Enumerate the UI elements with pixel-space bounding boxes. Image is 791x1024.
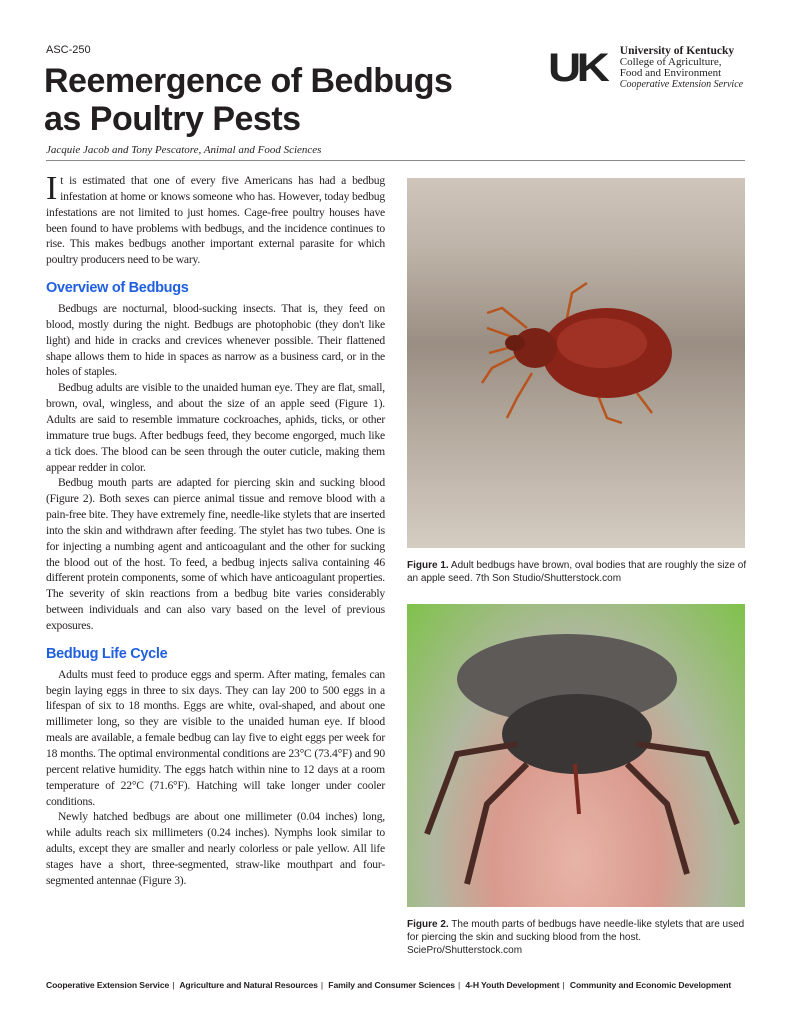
uk-logo-mark: UK xyxy=(548,46,606,90)
title-line-1: Reemergence of Bedbugs xyxy=(44,62,453,100)
document-code: ASC-250 xyxy=(46,44,91,56)
figure-2-bedbug-mouthparts-photo xyxy=(407,604,745,907)
figure-label: Figure 1. xyxy=(407,560,449,571)
footer-item: Agriculture and Natural Resources xyxy=(179,980,318,990)
intro-paragraph xyxy=(46,170,385,268)
paragraph: Bedbug mouth parts are adapted for piercing skin and sucking blood (Figure 2). Both sexes can pierce animal tissue and remove blood with a pain-free bite. They have extremely fine, needle-like stylets that are inserted into the skin and withdrawn after feeding. The stylet has two tubes. One is for injecting a numbing agent and anticoagulant and the other for sucking the blood out of the host. To feed, a bedbug injects saliva containing 46 different protein components, some of which have anticoagulant properties. The severity of skin reactions from a bedbug bite varies considerably between individuals and can also vary based on the level of previous exposures. xyxy=(46,476,385,632)
footer-item: Community and Economic Development xyxy=(569,980,732,990)
drop-cap: I xyxy=(46,170,58,207)
logo-text xyxy=(620,46,743,90)
logo-university: University of Kentucky xyxy=(619,45,735,57)
logo-extension: Cooperative Extension Service xyxy=(619,79,744,90)
footer-item: Cooperative Extension Service xyxy=(46,980,170,990)
bedbug-closeup-illustration xyxy=(407,604,745,907)
paragraph: Bedbug adults are visible to the unaided human eye. They are flat, small, brown, oval, wingless, and about the size of an apple seed (Figure 1). Adults are said to resemble immature cockroaches, aphids, ticks, or other immature true bugs. After bedbugs feed, they become engorged, much like a tick does. The blood can be seen through the outer cuticle, making them appear redder in color. xyxy=(46,381,385,474)
figure-2-caption xyxy=(407,918,747,957)
footer-programs: Cooperative Extension Service | Agriculture and Natural Resources | Family and Consumer Sciences | 4-H Youth Development | Community and Economic Development xyxy=(46,980,732,990)
bedbug-illustration xyxy=(407,178,745,548)
figure-1-caption xyxy=(407,559,747,585)
section-heading: Bedbug Life Cycle xyxy=(46,645,168,662)
uk-logo xyxy=(548,46,743,90)
paragraph: Bedbugs are nocturnal, blood-sucking insects. That is, they feed on blood, mostly during the night. Bedbugs are photophobic (they don't like light) and hide in cracks and crevices whenever possible. Their flattened shape allows them to hide in spaces as narrow as a business card, or in the holes of staples. xyxy=(46,302,385,379)
header-divider xyxy=(46,160,745,161)
authors: Jacquie Jacob and Tony Pescatore, Animal and Food Sciences xyxy=(46,144,322,156)
caption-text: Adult bedbugs have brown, oval bodies that are roughly the size of an apple seed. 7th Son Studio/Shutterstock.com xyxy=(407,560,747,584)
footer-item: 4-H Youth Development xyxy=(465,980,560,990)
paragraph: Adults must feed to produce eggs and sperm. After mating, females can begin laying eggs in three to six days. They can lay 200 to 500 eggs in a lifespan of six to 18 months. Eggs are white, oval-shaped, and about one millimeter long, so they are visible to the unaided human eye. If blood meals are available, a female bedbug can lay five to eight eggs per week for 18 months. The optimal environmental conditions are 23°C (73.4°F) and 90 percent relative humidity. The eggs hatch within nine to 12 days at a room temperature of 22°C (71.6°F). Hatching will take longer under cooler conditions. xyxy=(46,667,385,808)
section-heading: Overview of Bedbugs xyxy=(46,280,189,297)
figure-label: Figure 2. xyxy=(407,919,449,930)
page-title xyxy=(44,62,524,138)
title-line-2: as Poultry Pests xyxy=(44,100,301,138)
paragraph: Newly hatched bedbugs are about one millimeter (0.04 inches) long, while adults reach six millimeters (0.24 inches). Nymphs look similar to adults, except they are smaller and nearly colorless or pale yellow. All life stages have a short, three-segmented, straw-like mouthpart and four-segmented antennae (Figure 3). xyxy=(46,810,385,887)
logo-college: College of Agriculture, xyxy=(619,56,722,68)
figure-1-bedbug-photo xyxy=(407,178,745,548)
body-column xyxy=(46,170,385,889)
caption-text: The mouth parts of bedbugs have needle-like stylets that are used for piercing the skin and sucking blood from the host. SciePro/Shutterstock.com xyxy=(407,919,745,956)
intro-text: t is estimated that one of every five Americans has had a bedbug infestation at home or knows someone who has. However, today bedbug infestations are not limited to just homes. Cage-free poultry houses have been found to have problems with bedbugs, and the incidence continues to rise. This makes bedbugs another important external parasite for which poultry producers need to be wary. xyxy=(46,174,385,267)
footer-item: Family and Consumer Sciences xyxy=(328,980,455,990)
logo-college-2: Food and Environment xyxy=(619,67,722,79)
